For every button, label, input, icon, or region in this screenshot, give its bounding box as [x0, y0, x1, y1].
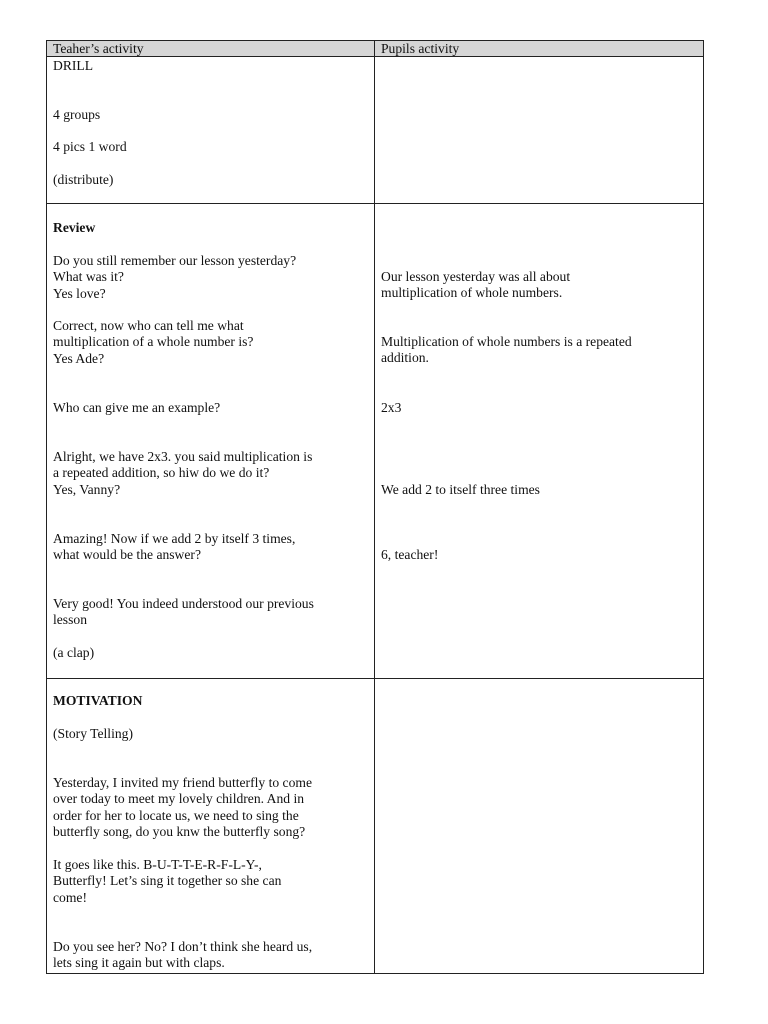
review-teacher-text-1: Do you still remember our lesson yesterday? What was it? Yes love?	[53, 253, 297, 301]
review-pupil-text-3: 2x3	[381, 400, 402, 415]
review-teacher-text-3: Who can give me an example?	[53, 400, 221, 415]
motivation-text-3: Do you see her? No? I don’t think she heard us, lets sing it again but with claps.	[53, 939, 313, 971]
review-pupil-text-2: Multiplication of whole numbers is a repeated addition.	[381, 334, 632, 366]
motivation-subtitle: (Story Telling)	[53, 726, 133, 741]
review-teacher-text-7: (a clap)	[53, 645, 95, 660]
motivation-title: MOTIVATION	[53, 693, 143, 708]
pupils-activity-header: Pupils activity	[375, 41, 704, 57]
review-teacher-text-6: Very good! You indeed understood our previous lesson	[53, 596, 314, 628]
review-teacher-text-4: Alright, we have 2x3. you said multiplication is a repeated addition, so hiw do we do it? Yes, Vanny?	[53, 449, 313, 497]
motivation-text-2: It goes like this. B-U-T-T-E-R-F-L-Y-, Butterfly! Let’s sing it together so she can come!	[53, 857, 282, 905]
review-row	[47, 204, 704, 679]
drill-distribute: (distribute)	[53, 172, 114, 187]
review-teacher-text-5: Amazing! Now if we add 2 by itself 3 times, what would be the answer?	[53, 531, 296, 563]
review-pupil-text-5: 6, teacher!	[381, 547, 439, 562]
review-teacher-cell	[47, 204, 375, 679]
drill-game: 4 pics 1 word	[53, 139, 127, 154]
drill-title: DRILL	[53, 58, 94, 73]
lesson-plan-table	[46, 40, 704, 974]
teacher-activity-header: Teaher’s activity	[47, 41, 375, 57]
drill-groups: 4 groups	[53, 107, 101, 122]
review-teacher-text-2: Correct, now who can tell me what multiplication of a whole number is? Yes Ade?	[53, 318, 254, 366]
header-row	[47, 41, 704, 57]
drill-teacher-cell	[47, 57, 375, 204]
motivation-row	[47, 679, 704, 974]
review-pupils-cell	[375, 204, 704, 679]
motivation-teacher-cell	[47, 679, 375, 974]
drill-pupils-cell	[375, 57, 704, 204]
review-pupil-text-1: Our lesson yesterday was all about multiplication of whole numbers.	[381, 269, 571, 301]
motivation-text-1: Yesterday, I invited my friend butterfly to come over today to meet my lovely children. And in order for her to locate us, we need to sing the butterfly song, do you knw the butterfly song?	[53, 775, 312, 840]
review-title: Review	[53, 220, 96, 235]
review-pupil-text-4: We add 2 to itself three times	[381, 482, 540, 497]
motivation-pupils-cell	[375, 679, 704, 974]
drill-row	[47, 57, 704, 204]
